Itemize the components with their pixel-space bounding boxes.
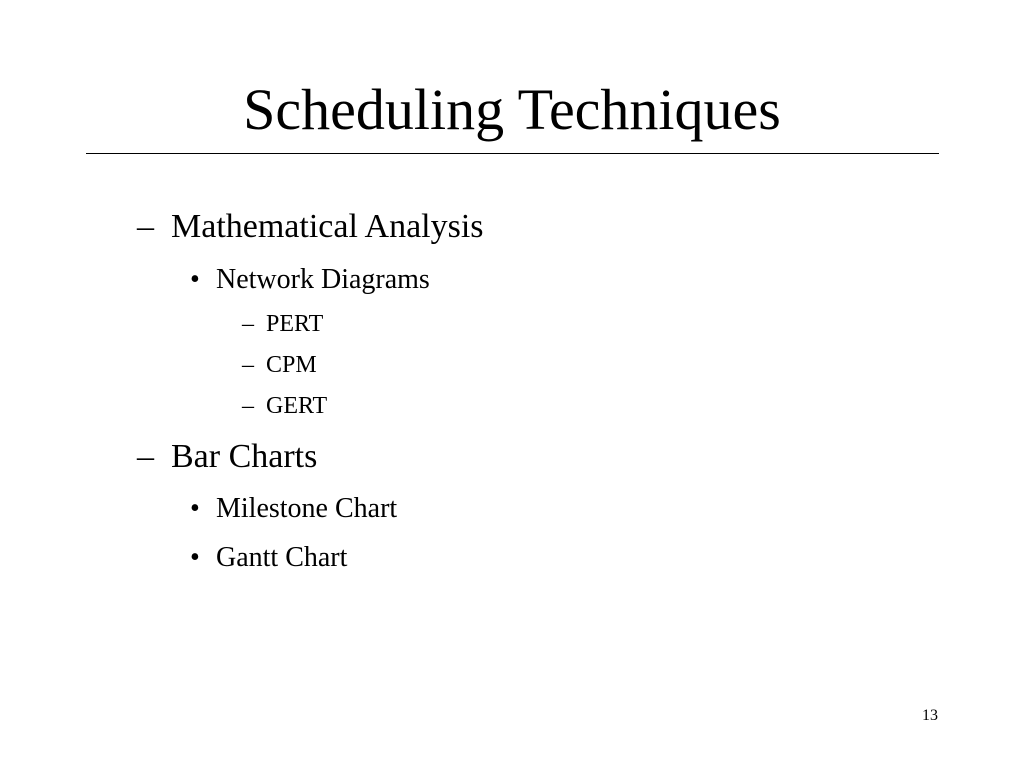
outline-item-text: Mathematical Analysis xyxy=(171,208,484,245)
bullet-marker: • xyxy=(190,264,200,295)
page-number: 13 xyxy=(922,707,938,724)
dash-marker: – xyxy=(137,438,154,475)
outline-item-level1 xyxy=(137,437,317,477)
bullet-marker: • xyxy=(190,542,200,573)
outline-item-text: CPM xyxy=(266,352,317,378)
slide-title: Scheduling Techniques xyxy=(243,77,781,142)
outline-item-level3 xyxy=(242,310,323,338)
outline-item-level3 xyxy=(242,392,327,420)
outline-item-text: PERT xyxy=(266,311,324,337)
outline-item-level1 xyxy=(137,207,484,247)
outline-item-level2 xyxy=(190,541,347,575)
outline-item-text: GERT xyxy=(266,393,328,419)
outline-item-level3 xyxy=(242,351,317,379)
outline-item-text: Gantt Chart xyxy=(216,542,348,573)
outline-item-text: Network Diagrams xyxy=(216,264,430,295)
dash-marker: – xyxy=(242,352,254,378)
bullet-marker: • xyxy=(190,493,200,524)
outline-item-level2 xyxy=(190,492,397,526)
title-divider xyxy=(86,153,939,154)
dash-marker: – xyxy=(137,208,154,245)
outline-item-level2 xyxy=(190,263,430,297)
outline-item-text: Milestone Chart xyxy=(216,493,398,524)
dash-marker: – xyxy=(242,311,254,337)
dash-marker: – xyxy=(242,393,254,419)
outline-item-text: Bar Charts xyxy=(171,438,318,475)
